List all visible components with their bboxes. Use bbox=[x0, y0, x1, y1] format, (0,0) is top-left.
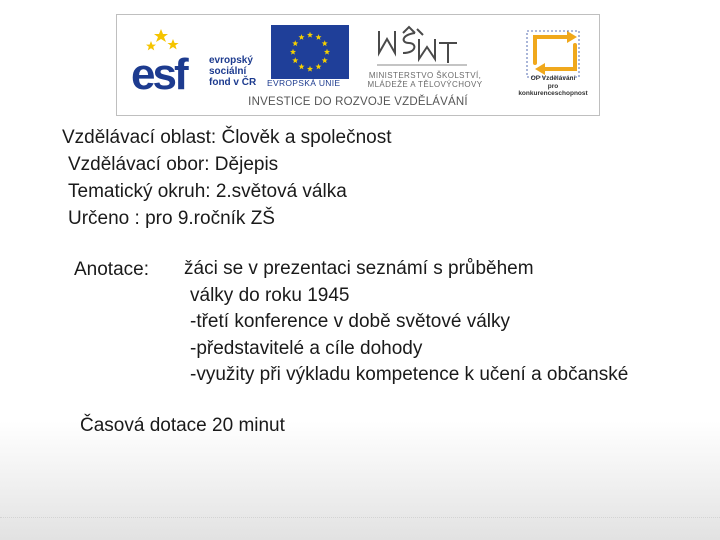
annotation-text bbox=[184, 256, 628, 389]
esf-text bbox=[209, 55, 256, 88]
op-line-1: OP Vzdělávání bbox=[530, 75, 576, 82]
esf-line-2: sociální bbox=[209, 66, 247, 77]
eu-flag-icon bbox=[271, 25, 349, 79]
esf-line-1: evropský bbox=[209, 55, 253, 66]
annotation-label: Anotace: bbox=[74, 259, 149, 280]
annotation-line: -využity při výkladu kompetence k učení a občanské bbox=[190, 364, 629, 385]
annotation-line: -představitelé a cíle dohody bbox=[190, 337, 423, 359]
banner-caption: INVESTICE DO ROZVOJE VZDĚLÁVÁNÍ bbox=[248, 96, 468, 108]
annotation-line: žáci se v prezentaci seznámí s průběhem bbox=[184, 258, 534, 279]
annotation-line: -třetí konference v době světové války bbox=[190, 311, 510, 332]
lesson-info bbox=[62, 124, 392, 232]
msmt-line-1: MINISTERSTVO ŠKOLSTVÍ, bbox=[368, 71, 482, 80]
annotation-line: války do roku 1945 bbox=[190, 284, 350, 306]
educational-subject: Vzdělávací obor: Dějepis bbox=[68, 154, 279, 175]
msmt-line-2: MLÁDEŽE A TĚLOVÝCHOVY bbox=[367, 80, 483, 89]
slide-footer-line bbox=[0, 517, 720, 518]
op-label bbox=[513, 75, 593, 98]
msmt-label bbox=[357, 71, 493, 89]
thematic-topic: Tematický okruh: 2.světová válka bbox=[68, 181, 347, 202]
educational-area: Vzdělávací oblast: Člověk a společnost bbox=[62, 127, 392, 148]
esf-line-3: fond v ČR bbox=[209, 77, 257, 88]
time-allocation: Časová dotace 20 minut bbox=[80, 415, 285, 436]
svg-text:esf: esf bbox=[131, 50, 186, 93]
target-grade: Určeno : pro 9.ročník ZŠ bbox=[68, 208, 275, 229]
op-line-2: pro konkurenceschopnost bbox=[518, 82, 588, 97]
funding-logo-banner bbox=[116, 14, 600, 116]
eu-label: EVROPSKÁ UNIE bbox=[267, 78, 341, 88]
